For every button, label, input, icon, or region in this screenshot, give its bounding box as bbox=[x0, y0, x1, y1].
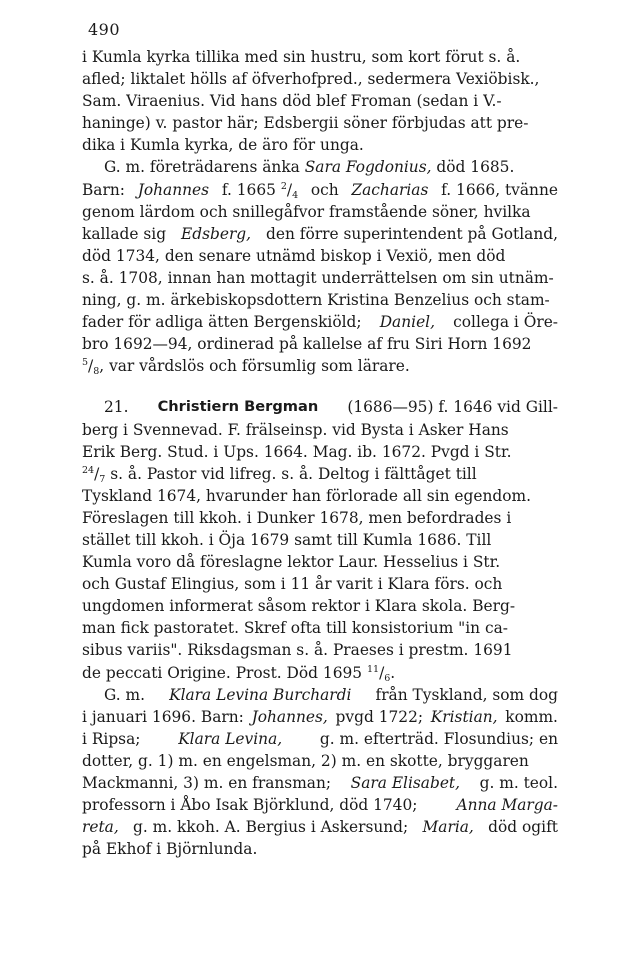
fraction-numerator: 2 bbox=[280, 180, 287, 192]
text-line: de peccati Origine. Prost. Död 1695 $^{11}/_6$. bbox=[82, 663, 396, 684]
text-segment: i januari 1696. Barn: bbox=[82, 707, 244, 726]
text-line bbox=[82, 46, 558, 68]
text-segment: död ogift bbox=[488, 818, 558, 837]
text-segment: berg i Svennevad. F. frälseinsp. vid Bysta i Asker Hans bbox=[82, 420, 509, 439]
paragraph-2 bbox=[82, 156, 558, 377]
text-segment: professorn i Åbo Isak Björklund, död 1740; bbox=[82, 796, 418, 815]
text-line bbox=[82, 750, 558, 772]
entry-21 bbox=[82, 396, 558, 683]
text-segment: fader för adliga ätten Bergenskiöld; bbox=[82, 313, 362, 332]
text-segment: g. m. teol. bbox=[479, 774, 558, 792]
text-segment: sibus variis". Riksdagsman s. å. Praeses i prestm. 1691 bbox=[82, 641, 513, 660]
person-name: Anna Marga- bbox=[456, 796, 558, 815]
person-name: Zacharias bbox=[351, 180, 429, 199]
text-segment: . bbox=[390, 663, 396, 682]
text-segment: g. m. efterträd. Flosundius; en bbox=[319, 729, 558, 748]
text-segment: på Ekhof i Björnlunda. bbox=[82, 840, 258, 859]
person-name: Klara Levina, bbox=[178, 729, 283, 748]
person-name: Daniel, bbox=[379, 313, 435, 332]
text-segment: f. 1665 $^2/_4$ bbox=[221, 180, 299, 201]
page-number: 490 bbox=[88, 20, 121, 39]
text-line bbox=[82, 485, 558, 507]
text-segment: genom lärdom och snillegåfvor framstående söner, hvilka bbox=[82, 202, 531, 221]
person-name: Kristian, bbox=[430, 707, 498, 726]
text-segment: dotter, g. 1) m. en engelsman, 2) m. en skotte, bryggaren bbox=[82, 751, 529, 770]
text-line bbox=[82, 706, 558, 728]
text-line bbox=[82, 90, 558, 112]
fraction-denominator: 6 bbox=[384, 672, 391, 684]
text-segment: den förre superintendent på Gotland, bbox=[266, 224, 558, 243]
text-line: $^{24}/_7$ s. å. Pastor vid lifreg. s. å. Deltog i fälttåget till bbox=[82, 464, 477, 485]
text-line bbox=[82, 396, 558, 418]
person-name: Sara Fogdonius, bbox=[304, 158, 432, 177]
text-segment: Sam. Viraenius. Vid hans död blef Froman (sedan i V.- bbox=[82, 92, 502, 111]
text-line bbox=[82, 245, 558, 267]
text-segment: ungdomen informerat såsom rektor i Klara skola. Berg- bbox=[82, 597, 516, 616]
fraction-denominator: 7 bbox=[99, 473, 106, 485]
text-line bbox=[82, 728, 558, 750]
text-segment: och Gustaf Elingius, som i 11 år varit i Klara förs. och bbox=[82, 575, 503, 594]
text-segment: Barn: bbox=[82, 180, 125, 199]
text-segment: de peccati Origine. Prost. Död 1695 bbox=[82, 663, 367, 682]
text-segment: ning, g. m. ärkebiskopsdottern Kristina Benzelius och stam- bbox=[82, 291, 550, 310]
text-segment: Erik Berg. Stud. i Ups. 1664. Mag. ib. 1672. Pvgd i Str. bbox=[82, 442, 512, 461]
fraction-numerator: 24 bbox=[82, 464, 95, 476]
fraction-denominator: 8 bbox=[93, 366, 100, 378]
text-line bbox=[82, 441, 558, 463]
fraction-numerator: 11 bbox=[366, 663, 380, 675]
text-line bbox=[82, 112, 558, 134]
text-segment: Föreslagen till kkoh. i Dunker 1678, men befordrades i bbox=[82, 508, 512, 527]
text-segment: f. 1665 bbox=[221, 180, 276, 199]
text-line bbox=[82, 816, 558, 838]
person-name: Sara Elisabet, bbox=[350, 774, 461, 792]
text-line bbox=[82, 68, 558, 90]
text-segment: f. 1666, tvänne bbox=[441, 180, 558, 199]
person-name: reta, bbox=[82, 818, 119, 837]
text-line bbox=[82, 595, 558, 617]
text-segment: haninge) v. pastor här; Edsbergii söner förbjudas att pre- bbox=[82, 114, 529, 133]
text-segment: Tyskland 1674, hvarunder han förlorade all sin egendom. bbox=[82, 486, 531, 505]
text-segment: dika i Kumla kyrka, de äro för unga. bbox=[82, 136, 364, 155]
text-segment: afled; liktalet hölls af öfverhofpred., sedermera Vexiöbisk., bbox=[82, 70, 540, 89]
text-line bbox=[82, 838, 558, 860]
text-segment: (1686—95) f. 1646 vid Gill- bbox=[347, 398, 558, 417]
text-segment: bro 1692—94, ordinerad på kallelse af fru Siri Horn 1692 bbox=[82, 335, 532, 354]
text-segment: i Kumla kyrka tillika med sin hustru, som kort förut s. å. bbox=[82, 48, 521, 66]
fraction-numerator: 5 bbox=[82, 357, 89, 369]
text-line bbox=[82, 551, 558, 573]
text-line bbox=[82, 156, 558, 178]
text-segment: komm. bbox=[505, 707, 558, 726]
paragraph-gap bbox=[82, 377, 558, 396]
text-line: $^5/_8$, var vårdslös och försumlig som lärare. bbox=[82, 357, 410, 378]
text-segment: G. m. bbox=[104, 685, 146, 704]
text-line bbox=[82, 134, 558, 156]
text-segment: collega i Öre- bbox=[453, 313, 558, 332]
text-line bbox=[82, 223, 558, 245]
text-line bbox=[82, 179, 558, 201]
text-line bbox=[82, 684, 558, 706]
text-segment: s. å. Pastor vid lifreg. s. å. Deltog i fälttåget till bbox=[105, 464, 477, 483]
text-line bbox=[82, 794, 558, 816]
text-line bbox=[82, 289, 558, 311]
text-line bbox=[82, 333, 558, 355]
text-line bbox=[82, 639, 558, 661]
paragraph-1 bbox=[82, 46, 558, 156]
text-line bbox=[82, 529, 558, 551]
text-line bbox=[82, 419, 558, 441]
text-segment: Kumla voro då föreslagne lektor Laur. Hesselius i Str. bbox=[82, 553, 501, 572]
person-name: Johannes bbox=[137, 180, 210, 199]
entry-number: 21. bbox=[104, 398, 129, 417]
text-line bbox=[82, 201, 558, 223]
text-line bbox=[82, 617, 558, 639]
text-body bbox=[82, 46, 558, 860]
fraction-denominator: 4 bbox=[292, 189, 299, 201]
person-name: Edsberg, bbox=[181, 224, 252, 243]
text-segment: stället till kkoh. i Öja 1679 samt till Kumla 1686. Till bbox=[82, 530, 492, 549]
text-segment: man fick pastoratet. Skref ofta till konsistorium "in ca- bbox=[82, 619, 508, 638]
text-segment: G. m. företrädarens änka bbox=[104, 158, 300, 177]
text-line bbox=[82, 507, 558, 529]
text-segment: , var vårdslös och försumlig som lärare. bbox=[99, 357, 410, 376]
text-line bbox=[82, 573, 558, 595]
person-name: Klara Levina Burchardi bbox=[169, 685, 352, 704]
paragraph-4 bbox=[82, 684, 558, 861]
person-name: Maria, bbox=[422, 818, 474, 837]
text-segment: och bbox=[310, 180, 339, 199]
text-line bbox=[82, 772, 558, 794]
text-segment: g. m. kkoh. A. Bergius i Askersund; bbox=[133, 818, 409, 837]
person-name: Johannes, bbox=[251, 707, 328, 726]
text-segment: kallade sig bbox=[82, 224, 167, 243]
text-segment: i Ripsa; bbox=[82, 729, 141, 748]
text-segment: Mackmanni, 3) m. en fransman; bbox=[82, 774, 332, 792]
text-segment: död 1685. bbox=[436, 158, 515, 177]
text-segment: s. å. 1708, innan han mottagit underrättelsen om sin utnäm- bbox=[82, 268, 554, 287]
entry-name: Christiern Bergman bbox=[157, 398, 319, 416]
text-line bbox=[82, 267, 558, 289]
text-segment: död 1734, den senare utnämd biskop i Vexiö, men död bbox=[82, 246, 506, 265]
text-segment: pvgd 1722; bbox=[335, 707, 424, 726]
text-segment: från Tyskland, som dog bbox=[375, 685, 558, 704]
text-line bbox=[82, 311, 558, 333]
